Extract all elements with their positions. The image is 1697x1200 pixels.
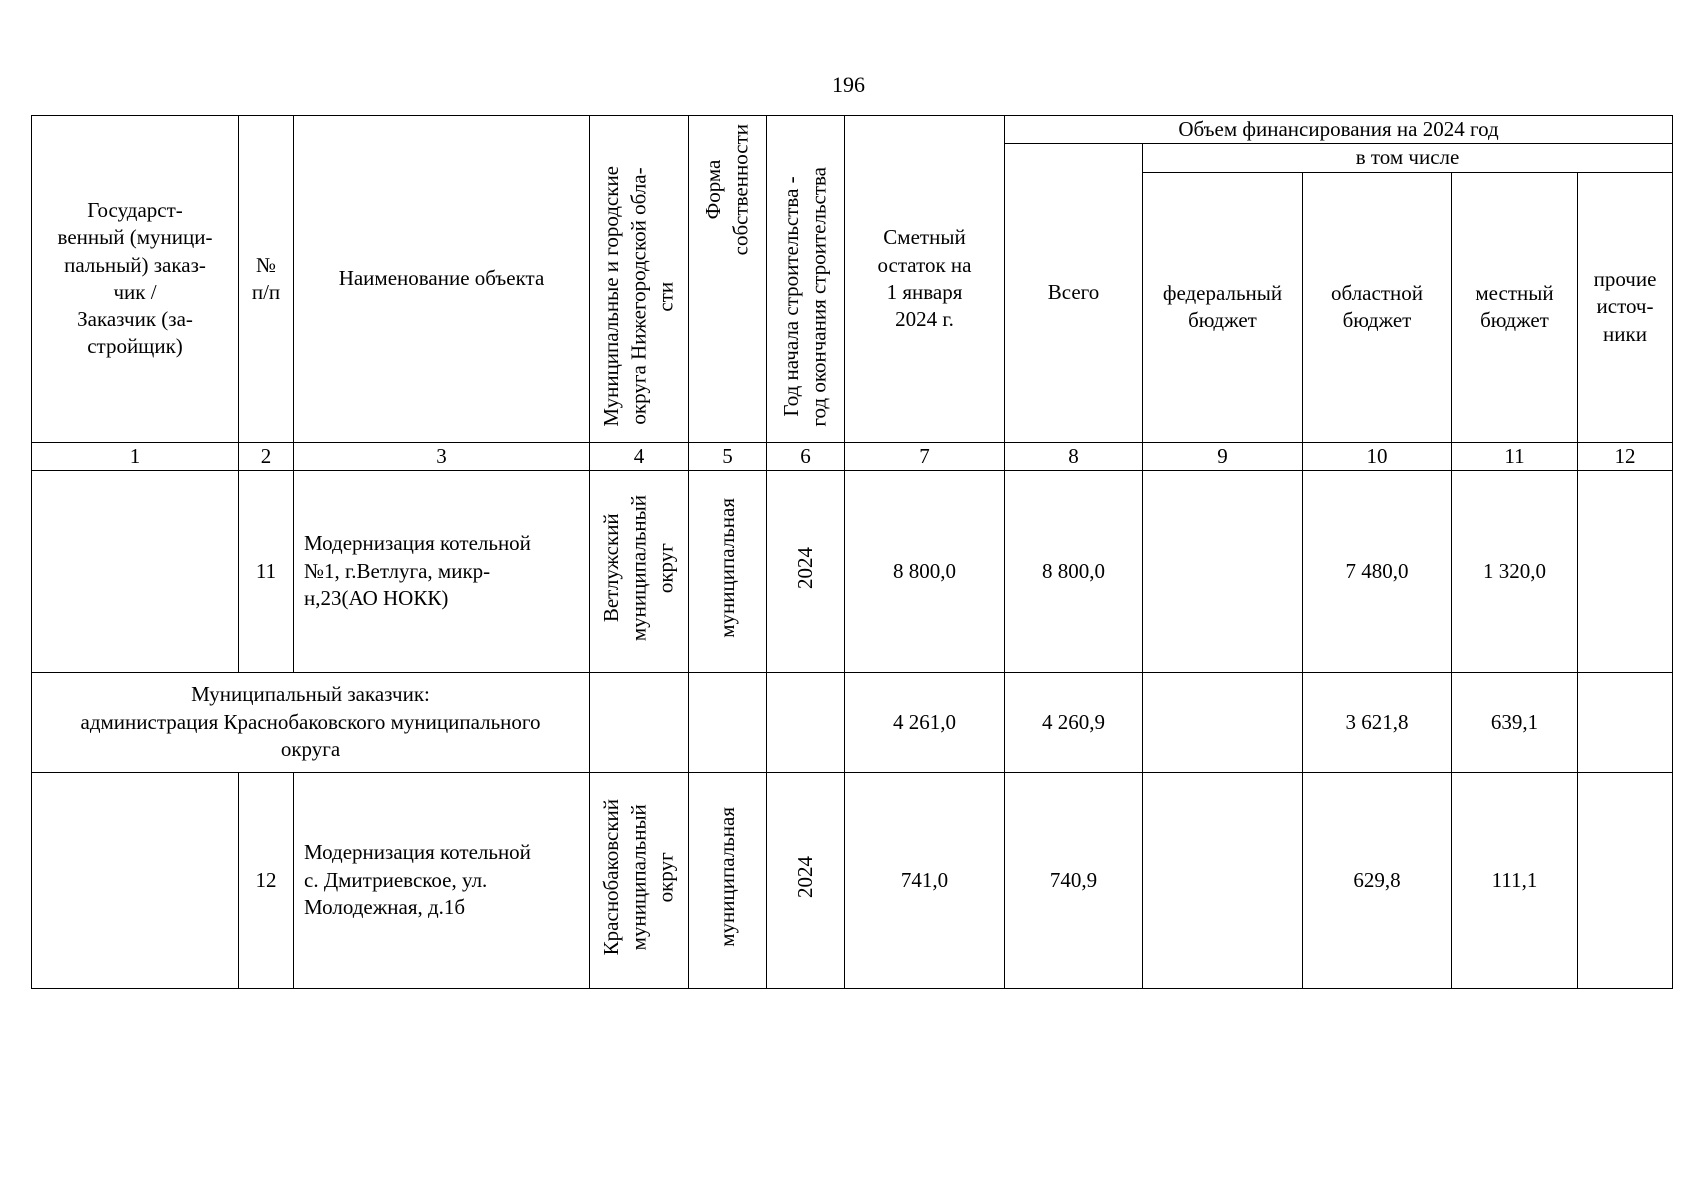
header-years: Год начала строительства - год окончания строительства	[767, 116, 845, 443]
cell-ownership: муниципальная	[689, 470, 767, 672]
header-total: Всего	[1005, 144, 1143, 442]
page-number: 196	[832, 72, 865, 97]
header-local-budget: местный бюджет	[1452, 172, 1578, 442]
column-number: 2	[239, 442, 294, 470]
header-ownership: Форма собственности	[689, 116, 767, 443]
cell-federal	[1143, 672, 1303, 772]
cell-local: 111,1	[1452, 772, 1578, 988]
header-object-name: Наименование объекта	[294, 116, 590, 443]
column-number: 8	[1005, 442, 1143, 470]
cell-other	[1578, 470, 1673, 672]
header-number: № п/п	[239, 116, 294, 443]
column-number: 6	[767, 442, 845, 470]
table-row	[32, 470, 1673, 672]
column-number: 5	[689, 442, 767, 470]
column-number: 12	[1578, 442, 1673, 470]
customer-summary-row	[32, 672, 1673, 772]
header-other-sources: прочие источ- ники	[1578, 172, 1673, 442]
cell-years	[767, 672, 845, 772]
header-regional-budget: областной бюджет	[1303, 172, 1452, 442]
cell-district: Краснобаковский муниципальный округ	[590, 772, 689, 988]
cell-local: 639,1	[1452, 672, 1578, 772]
table-row	[32, 772, 1673, 988]
column-number: 10	[1303, 442, 1452, 470]
column-number: 4	[590, 442, 689, 470]
investment-table	[31, 115, 1673, 989]
cell-ownership: муниципальная	[689, 772, 767, 988]
cell-object-name: Модернизация котельной с. Дмитриевское, ул. Молодежная, д.1б	[294, 772, 590, 988]
cell-ownership	[689, 672, 767, 772]
cell-local: 1 320,0	[1452, 470, 1578, 672]
cell-object-name: Модернизация котельной №1, г.Ветлуга, микр- н,23(АО НОКК)	[294, 470, 590, 672]
cell-customer	[32, 470, 239, 672]
cell-years: 2024	[767, 772, 845, 988]
cell-district: Ветлужский муниципальный округ	[590, 470, 689, 672]
cell-years: 2024	[767, 470, 845, 672]
cell-remaining: 8 800,0	[845, 470, 1005, 672]
header-federal-budget: федеральный бюджет	[1143, 172, 1303, 442]
cell-regional: 3 621,8	[1303, 672, 1452, 772]
cell-other	[1578, 672, 1673, 772]
cell-federal	[1143, 470, 1303, 672]
column-numbers-row	[32, 442, 1673, 470]
cell-regional: 629,8	[1303, 772, 1452, 988]
header-row-1	[32, 116, 1673, 144]
cell-remaining: 4 261,0	[845, 672, 1005, 772]
customer-label: Муниципальный заказчик: администрация Краснобаковского муниципального округа	[32, 672, 590, 772]
cell-number: 11	[239, 470, 294, 672]
cell-federal	[1143, 772, 1303, 988]
cell-remaining: 741,0	[845, 772, 1005, 988]
cell-customer	[32, 772, 239, 988]
cell-total: 4 260,9	[1005, 672, 1143, 772]
header-including: в том числе	[1143, 144, 1673, 172]
cell-regional: 7 480,0	[1303, 470, 1452, 672]
cell-other	[1578, 772, 1673, 988]
column-number: 3	[294, 442, 590, 470]
cell-district	[590, 672, 689, 772]
column-number: 1	[32, 442, 239, 470]
header-customer: Государст- венный (муници- пальный) заказ- чик / Заказчик (за- стройщик)	[32, 116, 239, 443]
column-number: 11	[1452, 442, 1578, 470]
cell-number: 12	[239, 772, 294, 988]
cell-total: 740,9	[1005, 772, 1143, 988]
column-number: 7	[845, 442, 1005, 470]
header-funding: Объем финансирования на 2024 год	[1005, 116, 1673, 144]
header-estimated-remaining: Сметный остаток на 1 января 2024 г.	[845, 116, 1005, 443]
column-number: 9	[1143, 442, 1303, 470]
cell-total: 8 800,0	[1005, 470, 1143, 672]
header-district: Муниципальные и городские округа Нижегородской обла- сти	[590, 116, 689, 443]
